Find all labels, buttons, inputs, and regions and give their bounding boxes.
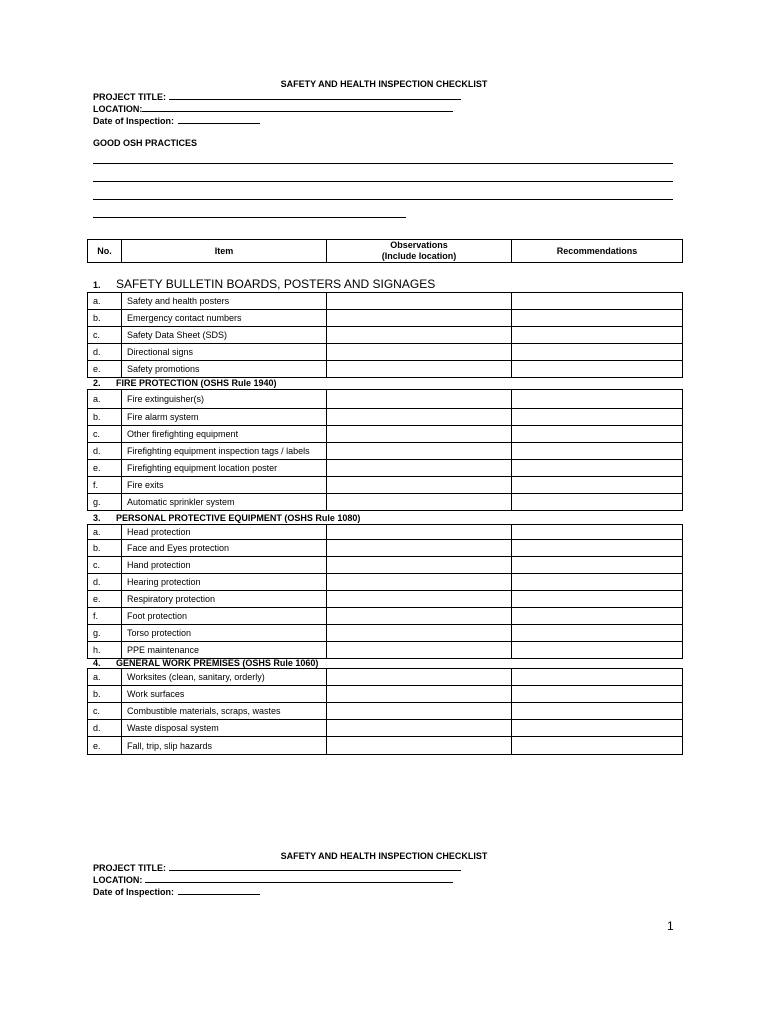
section-heading bbox=[93, 513, 360, 523]
row-item: Firefighting equipment inspection tags / labels bbox=[122, 443, 327, 460]
observations-cell[interactable] bbox=[327, 703, 512, 720]
observations-cell[interactable] bbox=[327, 591, 512, 608]
section-heading bbox=[93, 277, 435, 291]
row-letter: a. bbox=[88, 669, 122, 686]
row-letter: g. bbox=[88, 494, 122, 511]
checklist-row bbox=[88, 390, 683, 409]
row-letter: e. bbox=[88, 460, 122, 477]
section-number: 4. bbox=[93, 658, 101, 668]
checklist-row bbox=[88, 540, 683, 557]
recommendations-cell[interactable] bbox=[512, 525, 683, 540]
row-letter: f. bbox=[88, 477, 122, 494]
recommendations-cell[interactable] bbox=[512, 591, 683, 608]
checklist-row bbox=[88, 477, 683, 494]
recommendations-cell[interactable] bbox=[512, 494, 683, 511]
row-item: Head protection bbox=[122, 525, 327, 540]
row-item: Waste disposal system bbox=[122, 720, 327, 737]
observations-cell[interactable] bbox=[327, 669, 512, 686]
row-item: Fire exits bbox=[122, 477, 327, 494]
checklist-row bbox=[88, 443, 683, 460]
checklist-row bbox=[88, 327, 683, 344]
row-item: Worksites (clean, sanitary, orderly) bbox=[122, 669, 327, 686]
observations-cell[interactable] bbox=[327, 608, 512, 625]
checklist-row bbox=[88, 293, 683, 310]
recommendations-cell[interactable] bbox=[512, 669, 683, 686]
section-table bbox=[87, 524, 683, 659]
observations-cell[interactable] bbox=[327, 460, 512, 477]
project-title-field-repeat[interactable] bbox=[93, 862, 461, 873]
checklist-row bbox=[88, 494, 683, 511]
location-field[interactable] bbox=[93, 103, 453, 114]
row-item: Safety promotions bbox=[122, 361, 327, 378]
checklist-row bbox=[88, 642, 683, 659]
row-letter: e. bbox=[88, 361, 122, 378]
recommendations-cell[interactable] bbox=[512, 361, 683, 378]
col-header-item: Item bbox=[122, 240, 327, 263]
row-item: Firefighting equipment location poster bbox=[122, 460, 327, 477]
checklist-row bbox=[88, 608, 683, 625]
section-table bbox=[87, 292, 683, 378]
osh-practice-line[interactable] bbox=[93, 163, 673, 164]
checklist-row bbox=[88, 720, 683, 737]
row-item: Fire extinguisher(s) bbox=[122, 390, 327, 409]
section-number: 3. bbox=[93, 513, 101, 523]
recommendations-cell[interactable] bbox=[512, 310, 683, 327]
section-heading bbox=[93, 658, 318, 668]
row-item: Torso protection bbox=[122, 625, 327, 642]
row-item: PPE maintenance bbox=[122, 642, 327, 659]
section-title: FIRE PROTECTION (OSHS Rule 1940) bbox=[116, 378, 277, 388]
observations-cell[interactable] bbox=[327, 443, 512, 460]
recommendations-cell[interactable] bbox=[512, 540, 683, 557]
project-title-line bbox=[169, 862, 461, 871]
checklist-row bbox=[88, 525, 683, 540]
row-item: Safety and health posters bbox=[122, 293, 327, 310]
row-item: Emergency contact numbers bbox=[122, 310, 327, 327]
observations-cell[interactable] bbox=[327, 737, 512, 755]
section-number: 2. bbox=[93, 378, 101, 388]
row-letter: c. bbox=[88, 557, 122, 574]
observations-line1: Observations bbox=[390, 240, 448, 250]
row-item: Other firefighting equipment bbox=[122, 426, 327, 443]
recommendations-cell[interactable] bbox=[512, 574, 683, 591]
row-item: Fall, trip, slip hazards bbox=[122, 737, 327, 755]
row-letter: b. bbox=[88, 686, 122, 703]
observations-cell[interactable] bbox=[327, 477, 512, 494]
observations-cell[interactable] bbox=[327, 390, 512, 409]
row-item: Automatic sprinkler system bbox=[122, 494, 327, 511]
observations-cell[interactable] bbox=[327, 540, 512, 557]
location-label: LOCATION: bbox=[93, 104, 143, 114]
row-item: Respiratory protection bbox=[122, 591, 327, 608]
row-item: Face and Eyes protection bbox=[122, 540, 327, 557]
observations-cell[interactable] bbox=[327, 344, 512, 361]
recommendations-cell[interactable] bbox=[512, 443, 683, 460]
checklist-row bbox=[88, 310, 683, 327]
date-line bbox=[178, 115, 260, 124]
observations-cell[interactable] bbox=[327, 494, 512, 511]
observations-cell[interactable] bbox=[327, 574, 512, 591]
observations-cell[interactable] bbox=[327, 426, 512, 443]
recommendations-cell[interactable] bbox=[512, 557, 683, 574]
location-line bbox=[145, 874, 453, 883]
doc-title-repeat: SAFETY AND HEALTH INSPECTION CHECKLIST bbox=[280, 851, 488, 861]
checklist-row bbox=[88, 703, 683, 720]
recommendations-cell[interactable] bbox=[512, 426, 683, 443]
section-title: GENERAL WORK PREMISES (OSHS Rule 1060) bbox=[116, 658, 319, 668]
row-letter: b. bbox=[88, 540, 122, 557]
row-letter: d. bbox=[88, 720, 122, 737]
row-letter: e. bbox=[88, 591, 122, 608]
row-letter: c. bbox=[88, 426, 122, 443]
recommendations-cell[interactable] bbox=[512, 344, 683, 361]
date-field-repeat[interactable] bbox=[93, 886, 260, 897]
good-osh-label: GOOD OSH PRACTICES bbox=[93, 138, 198, 148]
section-table bbox=[87, 668, 683, 755]
col-header-no: No. bbox=[88, 240, 122, 263]
page-number: 1 bbox=[667, 919, 674, 933]
recommendations-cell[interactable] bbox=[512, 477, 683, 494]
project-title-label: PROJECT TITLE: bbox=[93, 92, 167, 102]
observations-cell[interactable] bbox=[327, 557, 512, 574]
project-title-field[interactable] bbox=[93, 91, 461, 102]
row-item: Directional signs bbox=[122, 344, 327, 361]
observations-cell[interactable] bbox=[327, 409, 512, 426]
row-item: Foot protection bbox=[122, 608, 327, 625]
recommendations-cell[interactable] bbox=[512, 390, 683, 409]
column-header-table bbox=[87, 239, 683, 263]
osh-practice-line[interactable] bbox=[93, 199, 673, 200]
row-letter: h. bbox=[88, 642, 122, 659]
location-field-repeat[interactable] bbox=[93, 874, 453, 885]
date-label: Date of Inspection: bbox=[93, 887, 175, 897]
checklist-row bbox=[88, 426, 683, 443]
observations-cell[interactable] bbox=[327, 310, 512, 327]
recommendations-cell[interactable] bbox=[512, 737, 683, 755]
row-letter: a. bbox=[88, 525, 122, 540]
row-letter: a. bbox=[88, 293, 122, 310]
section-title: PERSONAL PROTECTIVE EQUIPMENT (OSHS Rule 1080) bbox=[116, 513, 361, 523]
row-letter: a. bbox=[88, 390, 122, 409]
recommendations-cell[interactable] bbox=[512, 720, 683, 737]
date-line bbox=[178, 886, 260, 895]
observations-cell[interactable] bbox=[327, 720, 512, 737]
observations-cell[interactable] bbox=[327, 525, 512, 540]
project-title-label: PROJECT TITLE: bbox=[93, 863, 167, 873]
row-letter: f. bbox=[88, 608, 122, 625]
checklist-row bbox=[88, 625, 683, 642]
section-table bbox=[87, 389, 683, 511]
recommendations-cell[interactable] bbox=[512, 409, 683, 426]
recommendations-cell[interactable] bbox=[512, 327, 683, 344]
doc-title: SAFETY AND HEALTH INSPECTION CHECKLIST bbox=[280, 79, 488, 89]
section-number: 1. bbox=[93, 280, 101, 290]
checklist-row bbox=[88, 669, 683, 686]
checklist-row bbox=[88, 557, 683, 574]
checklist-row bbox=[88, 409, 683, 426]
recommendations-cell[interactable] bbox=[512, 293, 683, 310]
project-title-line bbox=[169, 91, 461, 100]
observations-cell[interactable] bbox=[327, 327, 512, 344]
observations-cell[interactable] bbox=[327, 361, 512, 378]
observations-cell[interactable] bbox=[327, 642, 512, 659]
checklist-row bbox=[88, 344, 683, 361]
recommendations-cell[interactable] bbox=[512, 686, 683, 703]
checklist-row bbox=[88, 361, 683, 378]
location-line bbox=[142, 103, 453, 112]
row-letter: c. bbox=[88, 703, 122, 720]
section-title: SAFETY BULLETIN BOARDS, POSTERS AND SIGNAGES bbox=[116, 277, 436, 291]
checklist-row bbox=[88, 686, 683, 703]
recommendations-cell[interactable] bbox=[512, 642, 683, 659]
col-header-observations bbox=[327, 240, 512, 263]
osh-practice-line[interactable] bbox=[93, 217, 406, 218]
checklist-row bbox=[88, 574, 683, 591]
observations-cell[interactable] bbox=[327, 293, 512, 310]
row-item: Fire alarm system bbox=[122, 409, 327, 426]
date-label: Date of Inspection: bbox=[93, 116, 175, 126]
col-header-recommendations: Recommendations bbox=[512, 240, 683, 263]
location-label: LOCATION: bbox=[93, 875, 143, 885]
row-item: Hearing protection bbox=[122, 574, 327, 591]
row-item: Hand protection bbox=[122, 557, 327, 574]
recommendations-cell[interactable] bbox=[512, 625, 683, 642]
recommendations-cell[interactable] bbox=[512, 608, 683, 625]
recommendations-cell[interactable] bbox=[512, 703, 683, 720]
checklist-row bbox=[88, 737, 683, 755]
row-letter: d. bbox=[88, 574, 122, 591]
row-item: Work surfaces bbox=[122, 686, 327, 703]
row-letter: d. bbox=[88, 344, 122, 361]
row-letter: b. bbox=[88, 409, 122, 426]
row-letter: c. bbox=[88, 327, 122, 344]
observations-line2: (Include location) bbox=[381, 251, 457, 261]
recommendations-cell[interactable] bbox=[512, 460, 683, 477]
observations-cell[interactable] bbox=[327, 686, 512, 703]
row-item: Combustible materials, scraps, wastes bbox=[122, 703, 327, 720]
row-item: Safety Data Sheet (SDS) bbox=[122, 327, 327, 344]
row-letter: g. bbox=[88, 625, 122, 642]
date-field[interactable] bbox=[93, 115, 260, 126]
section-heading bbox=[93, 378, 277, 388]
osh-practice-line[interactable] bbox=[93, 181, 673, 182]
checklist-row bbox=[88, 591, 683, 608]
row-letter: e. bbox=[88, 737, 122, 755]
row-letter: d. bbox=[88, 443, 122, 460]
checklist-row bbox=[88, 460, 683, 477]
observations-cell[interactable] bbox=[327, 625, 512, 642]
row-letter: b. bbox=[88, 310, 122, 327]
